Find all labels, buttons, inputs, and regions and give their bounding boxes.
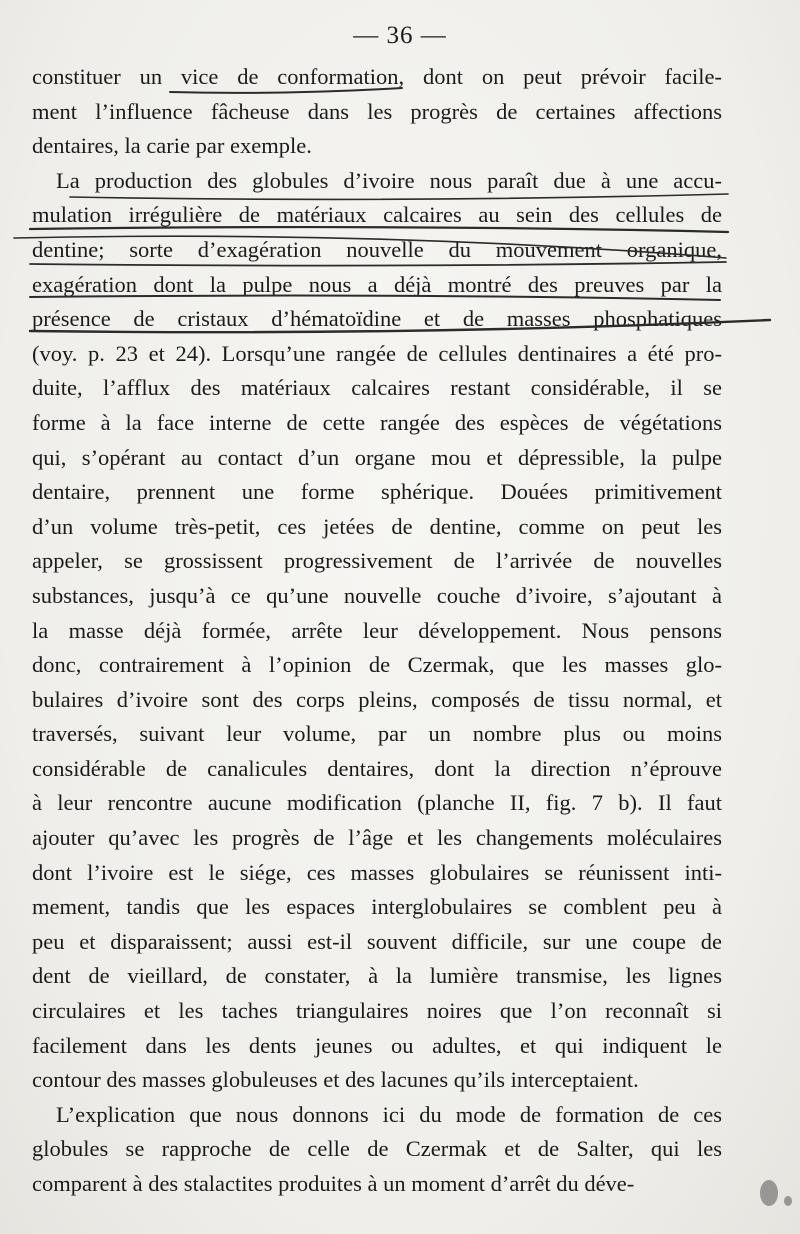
text-line: constituer un vice de conformation, dont on peut prévoir facile- [32,64,722,89]
text-line: ajouter qu’avec les progrès de l’âge et les changements moléculaires [32,825,722,851]
text-line: L’explication que nous donnons ici du mode de formation de ces [56,1101,722,1127]
text-line: facilement dans les dents jeunes ou adultes, et qui indiquent le [32,1032,722,1058]
text-line: substances, jusqu’à ce qu’une nouvelle couche d’ivoire, s’ajoutant à [32,582,722,608]
text-line: dont l’ivoire est le siége, ces masses globulaires se réunissent inti- [32,859,722,885]
text-line: qui, s’opérant au contact d’un organe mou et dépressible, la pulpe [32,444,722,470]
text-line: peu et disparaissent; aussi est-il souvent difficile, sur une coupe de [32,928,722,954]
text-line: contour des masses globuleuses et des lacunes qu’ils interceptaient. [32,1067,639,1093]
text-line: dentaires, la carie par exemple. [32,133,312,159]
body-text [32,60,722,1202]
ink-spot [784,1196,792,1206]
text-line: d’un volume très-petit, ces jetées de dentine, comme on peut les [32,513,722,539]
text-line: La production des globules d’ivoire nous paraît due à une accu- [56,167,722,193]
ink-spot [760,1180,778,1206]
text-line: bulaires d’ivoire sont des corps pleins, composés de tissu normal, et [32,686,722,712]
text-line: dentaire, prennent une forme sphérique. Douées primitivement [32,479,722,505]
text-line: appeler, se grossissent progressivement de l’arrivée de nouvelles [32,548,722,574]
text-line: la masse déjà formée, arrête leur développement. Nous pensons [32,617,722,643]
text-line: duite, l’afflux des matériaux calcaires restant considérable, il se [32,375,722,401]
text-line: (voy. p. 23 et 24). Lorsqu’une rangée de cellules dentinaires a été pro- [32,340,722,366]
text-line: mulation irrégulière de matériaux calcaires au sein des cellules de [32,202,722,228]
text-line: dent de vieillard, de constater, à la lumière transmise, les lignes [32,963,722,989]
text-line: présence de cristaux d’hématoïdine et de masses phosphatiques [32,306,722,332]
text-line: circulaires et les taches triangulaires noires que l’on reconnaît si [32,998,722,1024]
text-line: comparent à des stalactites produites à un moment d’arrêt du déve- [32,1171,635,1196]
text-line: mement, tandis que les espaces interglobulaires se comblent peu à [32,894,722,920]
page-number: — 36 — [353,22,447,49]
text-line: exagération dont la pulpe nous a déjà montré des preuves par la [32,271,722,297]
text-line: traversés, suivant leur volume, par un nombre plus ou moins [32,721,722,747]
text-line: ment l’influence fâcheuse dans les progrès de certaines affections [32,98,722,124]
text-line: globules se rapproche de celle de Czermak et de Salter, qui les [32,1136,722,1162]
text-line: considérable de canalicules dentaires, dont la direction n’éprouve [32,755,722,781]
text-line: à leur rencontre aucune modification (planche II, fig. 7 b). Il faut [32,790,722,816]
text-line: donc, contrairement à l’opinion de Czermak, que les masses glo- [32,652,722,678]
text-line: dentine; sorte d’exagération nouvelle du mouvement organique, [32,236,722,262]
text-line: forme à la face interne de cette rangée des espèces de végétations [32,409,722,435]
